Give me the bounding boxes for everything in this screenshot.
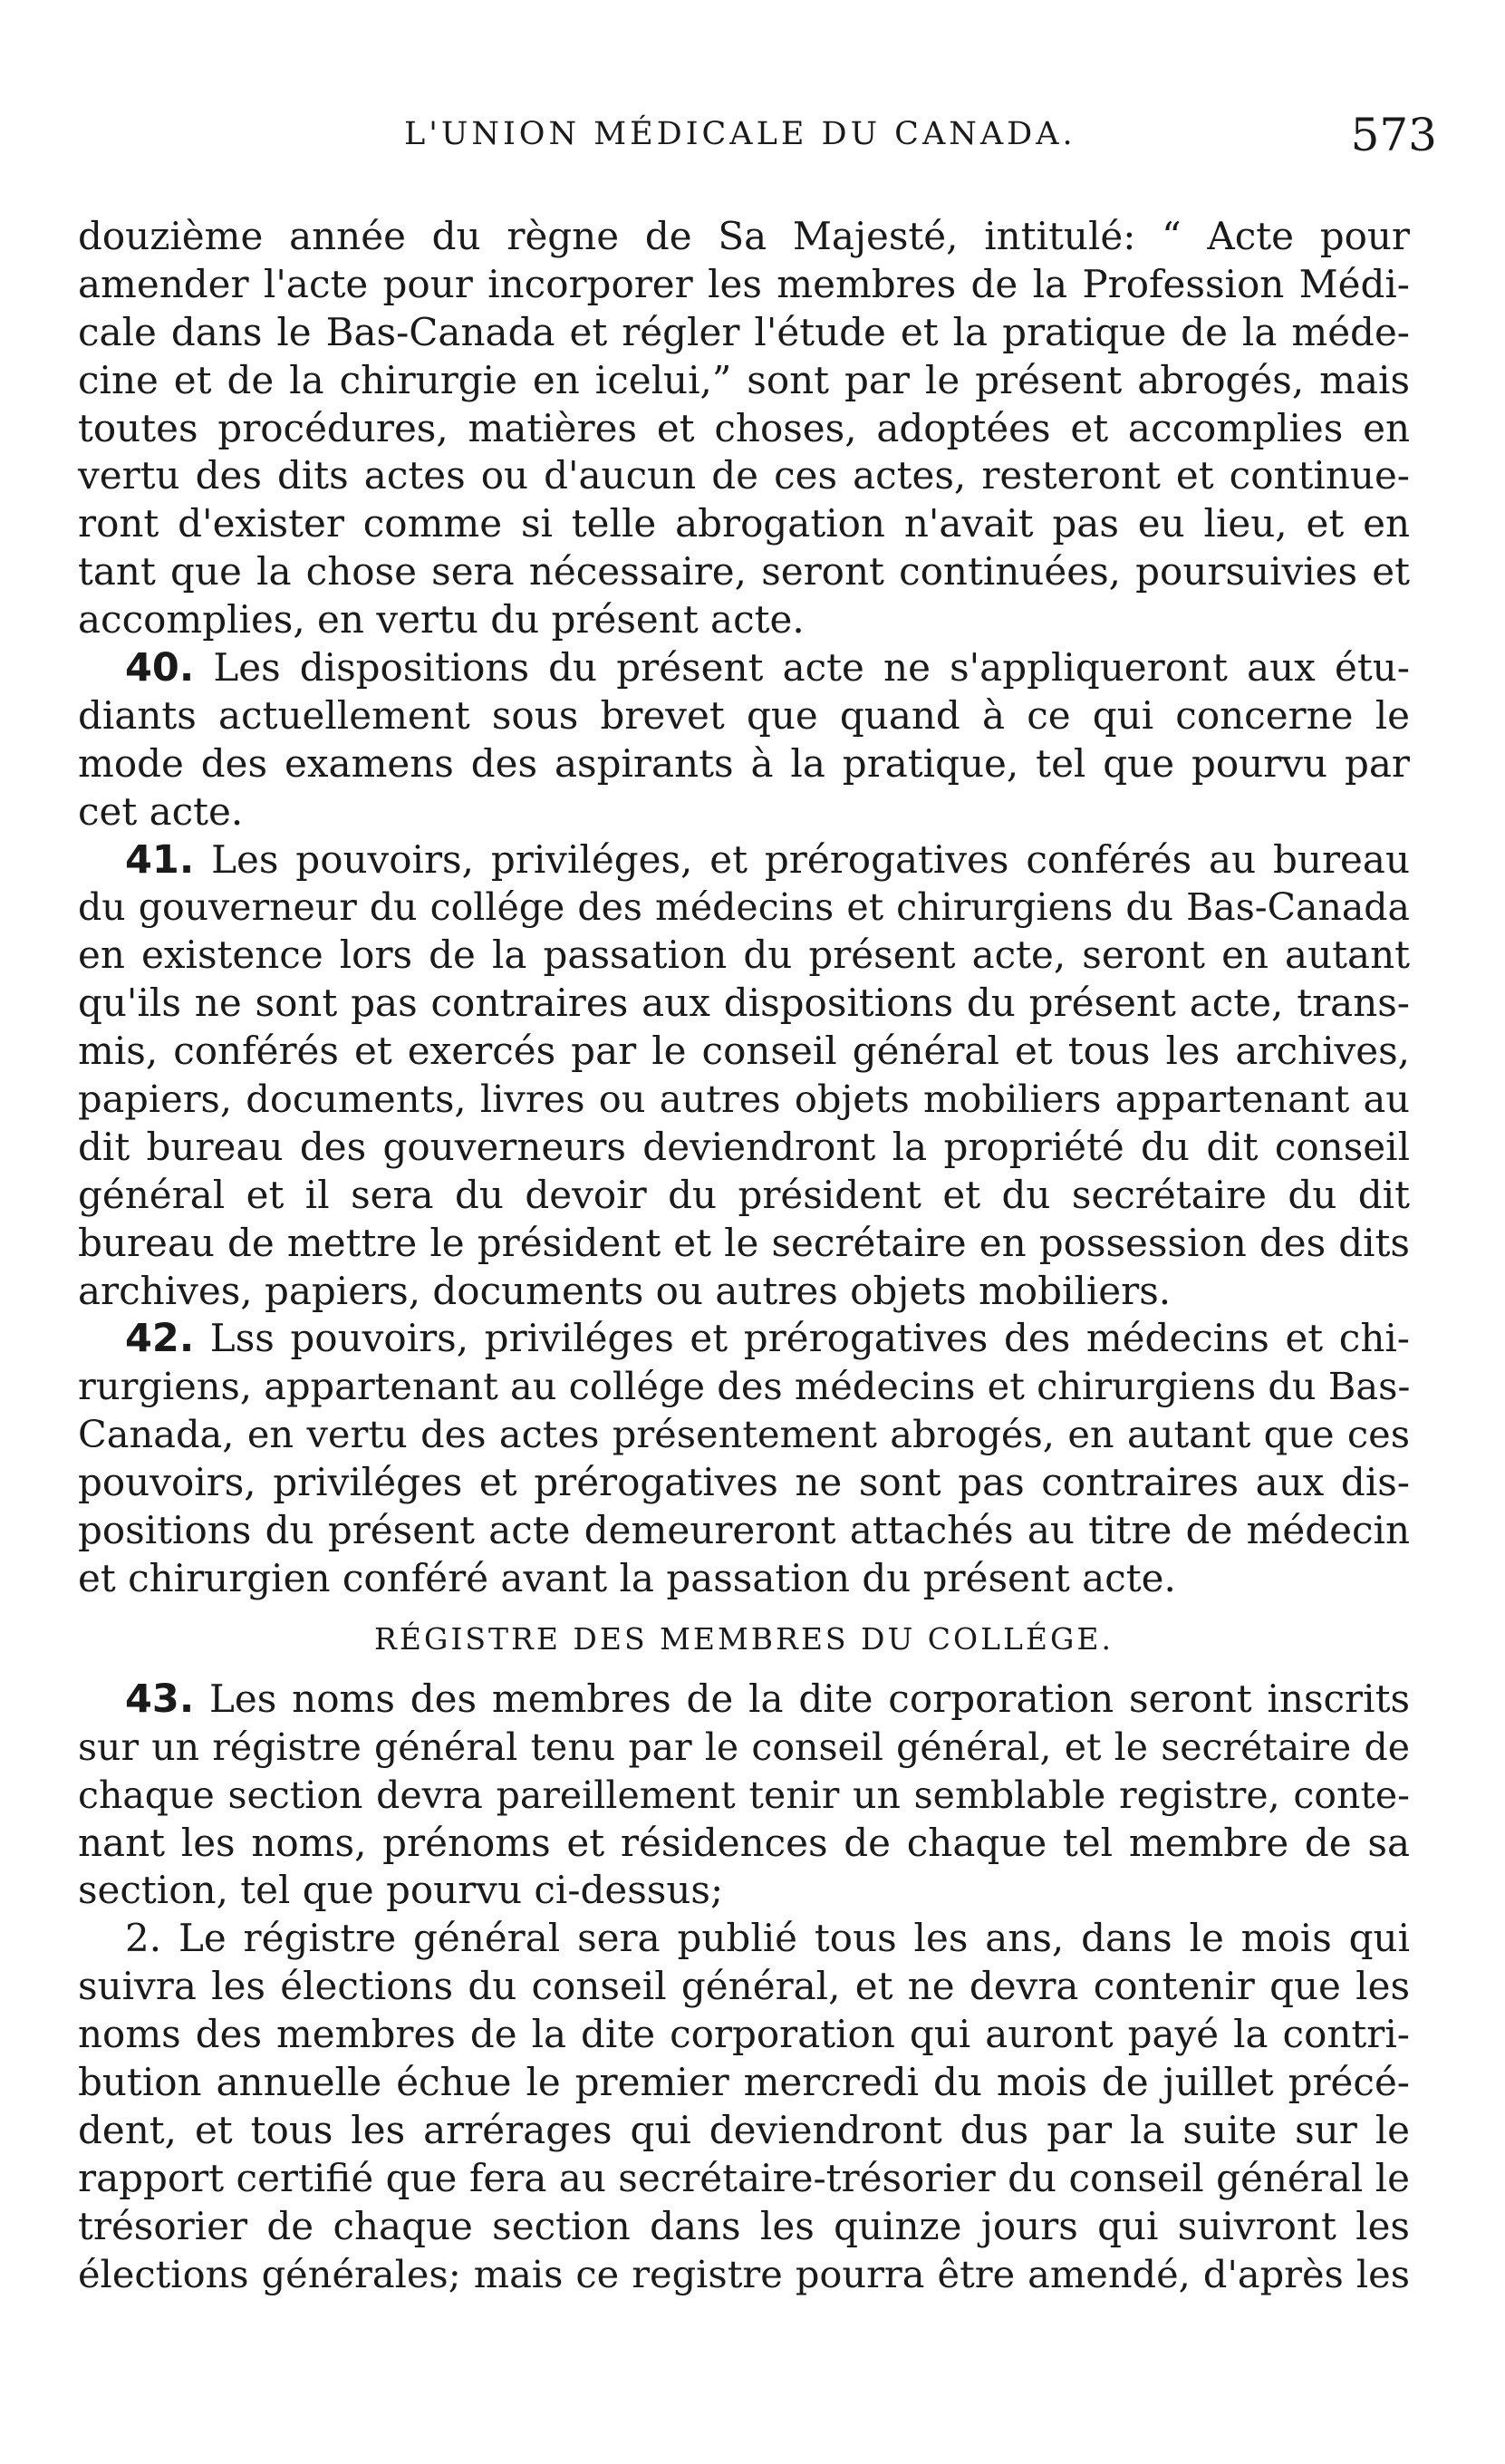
text-line: positions du présent acte demeureront attachés au titre de médecin (78, 1508, 1410, 1553)
article-41-first-line (78, 836, 1410, 884)
text-line: rapport certifié que fera au secrétaire-trésorier du conseil général le (78, 2155, 1410, 2200)
article-number: 41. (125, 836, 195, 883)
text-line: dit bureau des gouverneurs deviendront la propriété du dit conseil (78, 1124, 1410, 1169)
text-line: archives, papiers, documents ou autres objets mobiliers. (78, 1268, 1172, 1313)
text-line: amender l'acte pour incorporer les membres de la Profession Médi- (78, 261, 1410, 306)
text-line: et chirurgien conféré avant la passation du présent acte. (78, 1555, 1176, 1600)
article-number: 42. (125, 1316, 195, 1362)
text-line: bution annuelle échue le premier mercredi du mois de juillet précé- (78, 2059, 1410, 2104)
text-line: général et il sera du devoir du président et du secrétaire du dit (78, 1172, 1410, 1217)
text-line: dent, et tous les arrérages qui deviendront dus par la suite sur le (78, 2107, 1410, 2152)
text-line: cet acte. (78, 788, 244, 834)
page-header (78, 109, 1437, 163)
text-line: cale dans le Bas-Canada et régler l'étude et la pratique de la méde- (78, 309, 1410, 354)
text-line: qu'ils ne sont pas contraires aux dispositions du présent acte, trans- (78, 981, 1410, 1026)
article-43-first-line (78, 1676, 1410, 1724)
article-text: Les noms des membres de la dite corporation seront inscrits (194, 1676, 1410, 1721)
article-40-first-line (78, 644, 1410, 692)
text-line: pouvoirs, priviléges et prérogatives ne sont pas contraires aux dis- (78, 1460, 1410, 1505)
text-line: section, tel que pourvu ci-dessus; (78, 1868, 724, 1913)
article-text: Lss pouvoirs, priviléges et prérogatives des médecins et chi- (194, 1316, 1410, 1361)
text-line: ront d'exister comme si telle abrogation n'avait pas eu lieu, et en (78, 501, 1410, 546)
article-number: 43. (125, 1676, 195, 1722)
text-line: toutes procédures, matières et choses, adoptées et accomplies en (78, 405, 1410, 450)
section-heading: RÉGISTRE DES MEMBRES DU COLLÉGE. (374, 1620, 1114, 1657)
article-text: Les dispositions du présent acte ne s'appliqueront aux étu- (194, 645, 1410, 691)
text-line: cine et de la chirurgie en icelui,” sont par le présent abrogés, mais (78, 357, 1410, 402)
text-line: bureau de mettre le président et le secrétaire en possession des dits (78, 1220, 1410, 1265)
text-line: rurgiens, appartenant au collége des médecins et chirurgiens du Bas- (78, 1364, 1411, 1409)
text-line: élections générales; mais ce registre pourra être amendé, d'après les (78, 2251, 1410, 2296)
text-line: chaque section devra pareillement tenir un semblable registre, conte- (78, 1773, 1410, 1817)
text-line: tant que la chose sera nécessaire, seront continuées, poursuivies et (78, 549, 1410, 594)
running-head: L'UNION MÉDICALE DU CANADA. (404, 116, 1076, 152)
article-number: 40. (125, 645, 195, 691)
text-line: sur un régistre général tenu par le conseil général, et le secrétaire de (78, 1725, 1410, 1769)
text-line: douzième année du règne de Sa Majesté, intitulé: “ Acte pour (78, 214, 1410, 258)
text-line: noms des membres de la dite corporation qui auront payé la contri- (78, 2012, 1410, 2057)
text-line: du gouverneur du collége des médecins et chirurgiens du Bas-Canada (78, 885, 1410, 930)
text-line: Canada, en vertu des actes présentement abrogés, en autant que ces (78, 1412, 1410, 1457)
article-42-first-line (78, 1315, 1410, 1363)
text-line: papiers, documents, livres ou autres objets mobiliers appartenant au (78, 1077, 1410, 1122)
text-line: trésorier de chaque section dans les quinze jours qui suivront les (78, 2203, 1410, 2248)
text-line: vertu des dits actes ou d'aucun de ces actes, resteront et continue- (78, 453, 1410, 498)
paragraph-2-first-line: 2. Le régistre général sera publié tous les ans, dans le mois qui (125, 1916, 1410, 1961)
article-text: Les pouvoirs, priviléges, et prérogatives conférés au bureau (194, 836, 1410, 882)
text-line: diants actuellement sous brevet que quand à ce qui concerne le (78, 692, 1410, 738)
body-text (78, 213, 1410, 2298)
text-line: accomplies, en vertu du présent acte. (78, 597, 805, 643)
text-line: mode des examens des aspirants à la pratique, tel que pourvu par (78, 740, 1410, 786)
page-number: 573 (1350, 109, 1437, 161)
text-line: nant les noms, prénoms et résidences de chaque tel membre de sa (78, 1820, 1410, 1865)
text-line: suivra les élections du conseil général, et ne devra contenir que les (78, 1964, 1410, 2009)
text-line: en existence lors de la passation du présent acte, seront en autant (78, 932, 1410, 978)
text-line: mis, conférés et exercés par le conseil général et tous les archives, (78, 1029, 1410, 1074)
